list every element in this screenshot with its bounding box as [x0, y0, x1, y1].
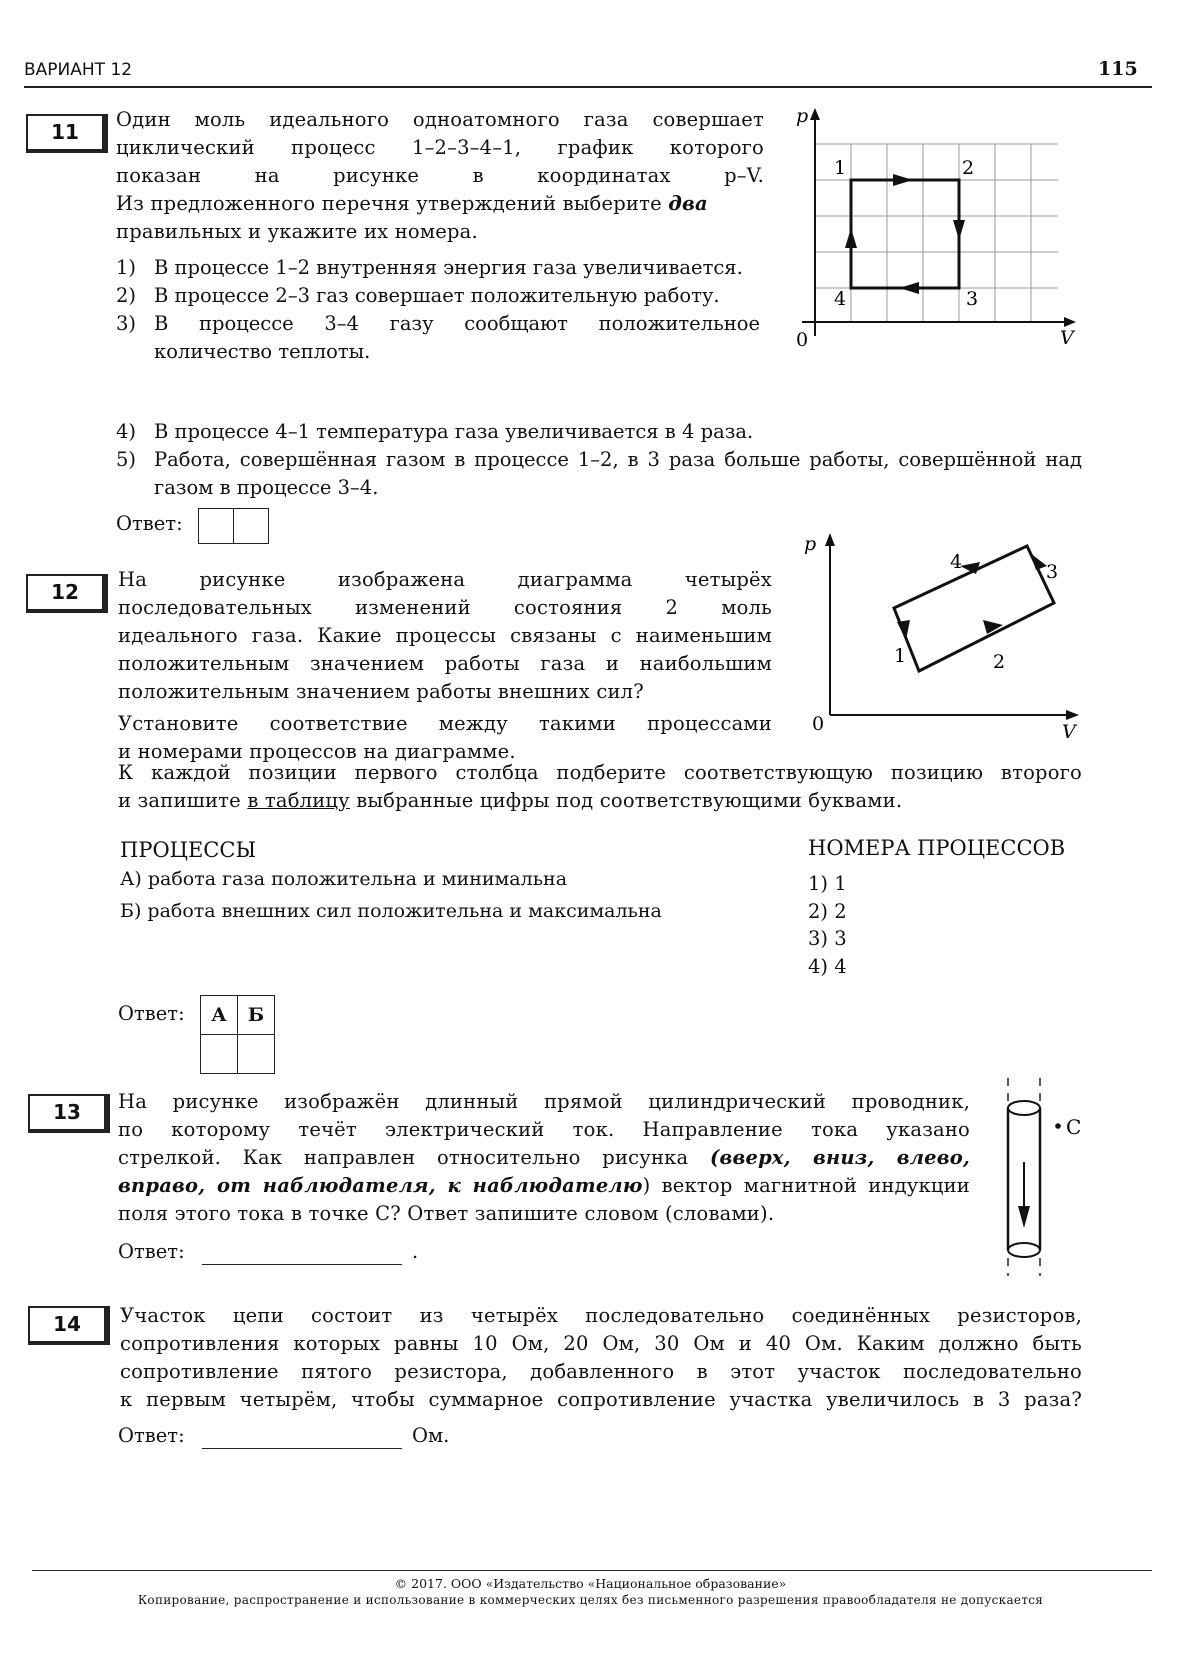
q12-answer-table[interactable]: [200, 995, 275, 1074]
q11-answer-label: Ответ:: [116, 512, 183, 535]
q11-v-axis-arrow: [1064, 317, 1076, 327]
q14-line: к первым четырём, чтобы суммарное сопротивление участка увеличилось в 3 раза?: [120, 1388, 1082, 1411]
q13-line: по которому течёт электрический ток. Направление тока указано: [118, 1118, 970, 1141]
q11-cycle: [851, 180, 959, 288]
q12-arrow-1: [897, 620, 910, 640]
q11-option-5: 5) Работа, совершённая газом в процессе 1–2, в 3 раза больше работы, совершённой над газом в процессе 3–4.: [116, 448, 1082, 499]
q11-pv-graph: [788, 104, 1088, 354]
q11-option-2: 2) В процессе 2–3 газ совершает положительную работу.: [116, 284, 720, 307]
q12-label-2: 2: [993, 651, 1006, 673]
q11-option-1: 1) В процессе 1–2 внутренняя энергия газа увеличивается.: [116, 256, 743, 279]
q12-instructions: [118, 759, 1082, 815]
question-number-13: 13: [28, 1094, 110, 1133]
footer-copyright: © 2017. ООО «Издательство «Национальное образование»: [394, 1576, 787, 1591]
q11-line: Один моль идеального одноатомного газа совершает: [116, 108, 764, 131]
q12-line: идеального газа. Какие процессы связаны с наименьшим: [118, 624, 772, 647]
q12-text: [118, 566, 772, 766]
q12-col2-item: 3) 3: [808, 927, 847, 950]
q12-col2-item: 4) 4: [808, 954, 847, 978]
footer-rule: [32, 1570, 1152, 1571]
q11-answer-cell[interactable]: [233, 508, 269, 544]
q14-answer-label: Ответ:: [118, 1424, 185, 1447]
q11-options-b: [116, 418, 1082, 502]
q11-option-4: 4) В процессе 4–1 температура газа увеличивается в 4 раза.: [116, 420, 754, 443]
q12-col2-list: [808, 870, 847, 980]
q12-label-3: 3: [1046, 561, 1059, 583]
q12-p-axis-arrow: [825, 533, 835, 546]
q13-answer-field[interactable]: [202, 1244, 402, 1265]
q12-line: На рисунке изображена диаграмма четырёх: [118, 568, 772, 591]
q11-line: циклический процесс 1–2–3–4–1, график которого: [116, 136, 764, 159]
q12-answer-cell-b[interactable]: [238, 1035, 275, 1074]
q11-p-label: p: [796, 105, 809, 127]
q11-option-3: 3) В процессе 3–4 газу сообщают положительное количество теплоты.: [116, 312, 760, 363]
q12-table-header-b: Б: [238, 996, 275, 1035]
q11-arrow-3-4: [899, 282, 919, 294]
q14-line: Участок цепи состоит из четырёх последовательно соединённых резисторов,: [120, 1304, 1082, 1327]
footer-notice: Копирование, распространение и использование в коммерческих целях без письменного разрешения правообладателя не допускается: [137, 1593, 1044, 1607]
q11-arrow-1-2: [893, 174, 913, 186]
q11-line: правильных и укажите их номера.: [116, 220, 478, 243]
q12-label-4: 4: [950, 551, 963, 573]
q11-origin-label: 0: [796, 329, 809, 351]
q12-v-label: V: [1062, 721, 1076, 743]
q13-point-c-dot: [1055, 1123, 1061, 1129]
q14-text: [120, 1302, 1082, 1414]
q12-arrow-3: [1030, 553, 1047, 570]
q11-point-2: 2: [962, 157, 975, 179]
q12-answer-cell-a[interactable]: [201, 1035, 238, 1074]
q13-answer-period: .: [412, 1240, 419, 1263]
q11-p-axis-arrow: [810, 108, 820, 120]
q11-options-a: [116, 254, 760, 366]
q11-line: Из предложенного перечня утверждений выберите два: [116, 192, 708, 215]
question-number-14: 14: [28, 1306, 110, 1345]
q14-line: сопротивление пятого резистора, добавленного в этот участок последовательно: [120, 1360, 1082, 1383]
q13-line: вправо, от наблюдателя, к наблюдателю) вектор магнитной индукции: [118, 1174, 970, 1197]
q11-line: показан на рисунке в координатах p–V.: [116, 164, 764, 187]
q13-line: На рисунке изображён длинный прямой цилиндрический проводник,: [118, 1090, 970, 1113]
q12-pv-graph: [790, 530, 1090, 745]
q11-v-label: V: [1060, 327, 1074, 349]
page-number: 115: [1098, 58, 1138, 80]
q12-answer-label: Ответ:: [118, 1002, 185, 1025]
q12-arrow-2: [983, 620, 1003, 634]
q14-answer-unit: Ом.: [412, 1424, 450, 1447]
q11-arrow-2-3: [953, 220, 965, 240]
q13-line: поля этого тока в точке С? Ответ запишите словом (словами).: [118, 1202, 775, 1225]
q12-instr-line: и запишите в таблицу выбранные цифры под соответствующими буквами.: [118, 789, 903, 812]
q12-line: Установите соответствие между такими процессами: [118, 712, 772, 735]
q13-point-c-label: C: [1066, 1115, 1082, 1139]
q12-col1-title: ПРОЦЕССЫ: [120, 838, 257, 862]
q12-instr-line: К каждой позиции первого столбца подберите соответствующую позицию второго: [118, 761, 1082, 784]
q14-line: сопротивления которых равны 10 Ом, 20 Ом, 30 Ом и 40 Ом. Каким должно быть: [120, 1332, 1082, 1355]
q13-line: стрелкой. Как направлен относительно рисунка (вверх, вниз, влево,: [118, 1146, 970, 1169]
q12-line: положительным значением работы внешних сил?: [118, 680, 644, 703]
q12-line: последовательных изменений состояния 2 моль: [118, 596, 772, 619]
q12-line: положительным значением работы газа и наибольшим: [118, 652, 772, 675]
q11-point-3: 3: [966, 288, 979, 310]
question-number-12: 12: [26, 574, 108, 613]
q11-answer-cell[interactable]: [198, 508, 234, 544]
q13-text: [118, 1088, 970, 1228]
q12-v-axis-arrow: [1066, 710, 1079, 720]
q11-answer-boxes[interactable]: [198, 508, 269, 548]
q12-col1-item-b: Б) работа внешних сил положительна и максимальна: [120, 900, 662, 922]
variant-header: ВАРИАНТ 12: [24, 60, 133, 80]
header-rule: [24, 86, 1152, 88]
question-number-11: 11: [26, 114, 108, 153]
q12-col1-item-a: А) работа газа положительна и минимальна: [120, 868, 568, 890]
q14-answer-field[interactable]: [202, 1428, 402, 1449]
q12-origin-label: 0: [812, 713, 825, 735]
q12-col2-item: 2) 2: [808, 899, 847, 923]
q12-label-1: 1: [894, 645, 907, 667]
q12-p-label: p: [804, 533, 817, 555]
q11-point-4: 4: [834, 288, 847, 310]
q12-table-header-a: А: [201, 996, 238, 1035]
q11-point-1: 1: [834, 157, 847, 179]
q13-answer-label: Ответ:: [118, 1240, 185, 1263]
q12-col2-title: НОМЕРА ПРОЦЕССОВ: [808, 836, 1066, 860]
q12-col2-item: 1) 1: [808, 872, 847, 895]
q11-arrow-4-1: [845, 228, 857, 248]
q13-conductor-figure: [996, 1078, 1092, 1278]
q13-cylinder-top: [1008, 1101, 1040, 1115]
q11-text: [116, 106, 764, 246]
q12-line: и номерами процессов на диаграмме.: [118, 740, 516, 763]
